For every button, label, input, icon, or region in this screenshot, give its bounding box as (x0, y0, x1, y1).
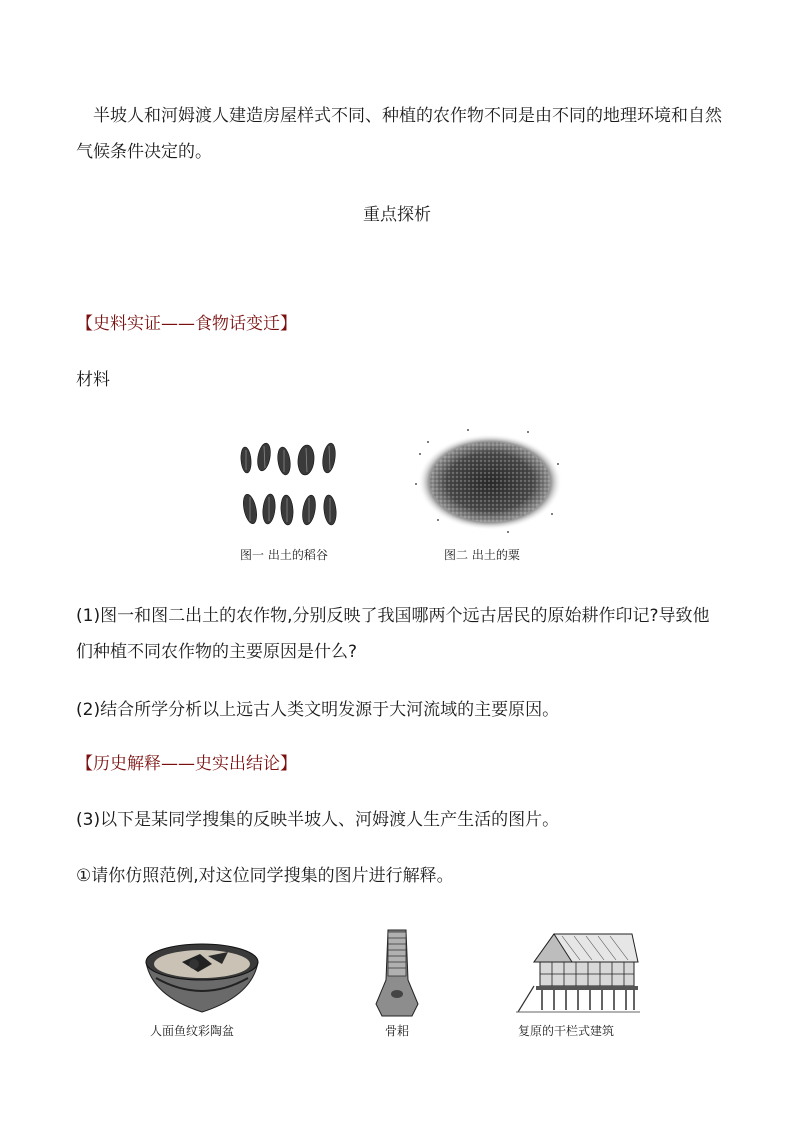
intro-paragraph: 半坡人和河姆渡人建造房屋样式不同、种植的农作物不同是由不同的地理环境和自然气候条件决定的。 (76, 106, 722, 162)
bone-spade-image (372, 926, 422, 1020)
figure1-caption: 图一 出土的稻谷 (240, 548, 328, 562)
image2-caption: 骨耜 (385, 1024, 410, 1038)
question-1: (1)图一和图二出土的农作物,分别反映了我国哪两个远古居民的原始耕作印记?导致他们种植不同农作物的主要原因是什么? (76, 606, 710, 662)
image1-caption: 人面鱼纹彩陶盆 (150, 1024, 235, 1038)
stilt-house-image (514, 928, 642, 1016)
section-heading: 重点探析 (363, 205, 431, 225)
section2-title: 【历史解释——史实出结论】 (76, 754, 297, 774)
image3-caption: 复原的干栏式建筑 (518, 1024, 615, 1038)
material-label: 材料 (76, 370, 110, 390)
pottery-basin-image (142, 934, 262, 1016)
question-3: (3)以下是某同学搜集的反映半坡人、河姆渡人生产生活的图片。 (76, 810, 560, 830)
section1-title: 【史料实证——食物话变迁】 (76, 314, 297, 334)
millet-pile-figure (408, 424, 568, 539)
question-3-sub: ①请你仿照范例,对这位同学搜集的图片进行解释。 (76, 866, 454, 886)
question-2: (2)结合所学分析以上远古人类文明发源于大河流域的主要原因。 (76, 700, 560, 720)
figure2-caption: 图二 出土的粟 (444, 548, 520, 562)
rice-grains-figure (232, 436, 352, 536)
